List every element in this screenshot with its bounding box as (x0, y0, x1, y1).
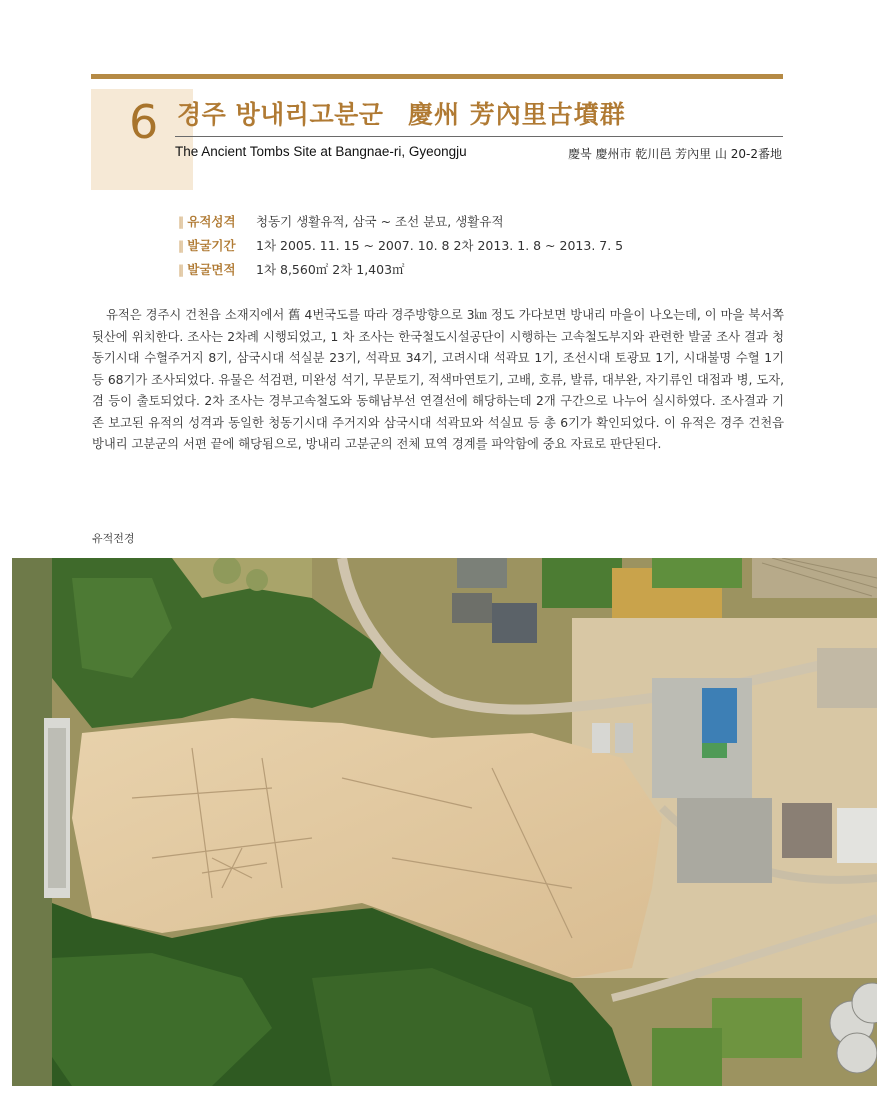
meta-value: 청동기 생활유적, 삼국 ~ 조선 분묘, 생활유적 (256, 214, 504, 229)
meta-row-nature (178, 212, 504, 230)
photo-caption: 유적전경 (92, 532, 135, 545)
meta-value: 1차 2005. 11. 15 ~ 2007. 10. 8 2차 2013. 1. 8 ~ 2013. 7. 5 (256, 238, 624, 253)
top-rule (91, 74, 783, 79)
meta-row-area (178, 260, 405, 278)
title-underline (175, 136, 783, 137)
title-hanja: 慶州 芳內里古墳群 (408, 100, 626, 129)
aerial-photo (12, 558, 877, 1086)
meta-row-period (178, 236, 623, 254)
title-english: The Ancient Tombs Site at Bangnae-ri, Gyeongju (175, 144, 467, 159)
meta-label: ∥ 발굴기간 (178, 238, 236, 253)
meta-value: 1차 8,560㎡ 2차 1,403㎡ (256, 262, 405, 277)
site-address: 慶북 慶州市 乾川邑 芳內里 山 20-2番地 (568, 147, 782, 161)
body-paragraph: 유적은 경주시 건천읍 소재지에서 舊 4번국도를 따라 경주방향으로 3㎞ 정도 가다보면 방내리 마을이 나오는데, 이 마을 북서쪽 뒷산에 위치한다. 조사는 2차례 시행되었고, 1 차 조사는 한국철도시설공단이 시행하는 고속철도부지와 관련한 발굴 조사 결과 청동기시대 수혈주거지 8기, 삼국시대 석실분 23기, 석곽묘 34기, 고려시대 석곽묘 1기, 조선시대 토광묘 1기, 시대불명 수혈 1기 등 68기가 조사되었다. 유물은 석검편, 미완성 석기, 무문토기, 적색마연토기, 고배, 호류, 발류, 대부완, 자기류인 대접과 병, 도자, 겸 등이 출토되었다. 2차 조사는 경부고속철도와 동해남부선 연결선에 해당하는데 2개 구간으로 나누어 실시하였다. 조사결과 기존 보고된 유적의 성격과 동일한 청동기시대 주거지와 삼국시대 석곽묘와 석실묘 등 총 6기가 확인되었다. 이 유적은 경주 건천읍 방내리 고분군의 서편 끝에 해당됨으로, 방내리 고분군의 전체 묘역 경계를 파악함에 중요 자료로 판단된다. (92, 308, 784, 451)
meta-label: ∥ 유적성격 (178, 214, 236, 229)
section-number: 6 (129, 95, 159, 149)
title-korean: 경주 방내리고분군 (177, 100, 384, 129)
meta-label: ∥ 발굴면적 (178, 262, 236, 277)
